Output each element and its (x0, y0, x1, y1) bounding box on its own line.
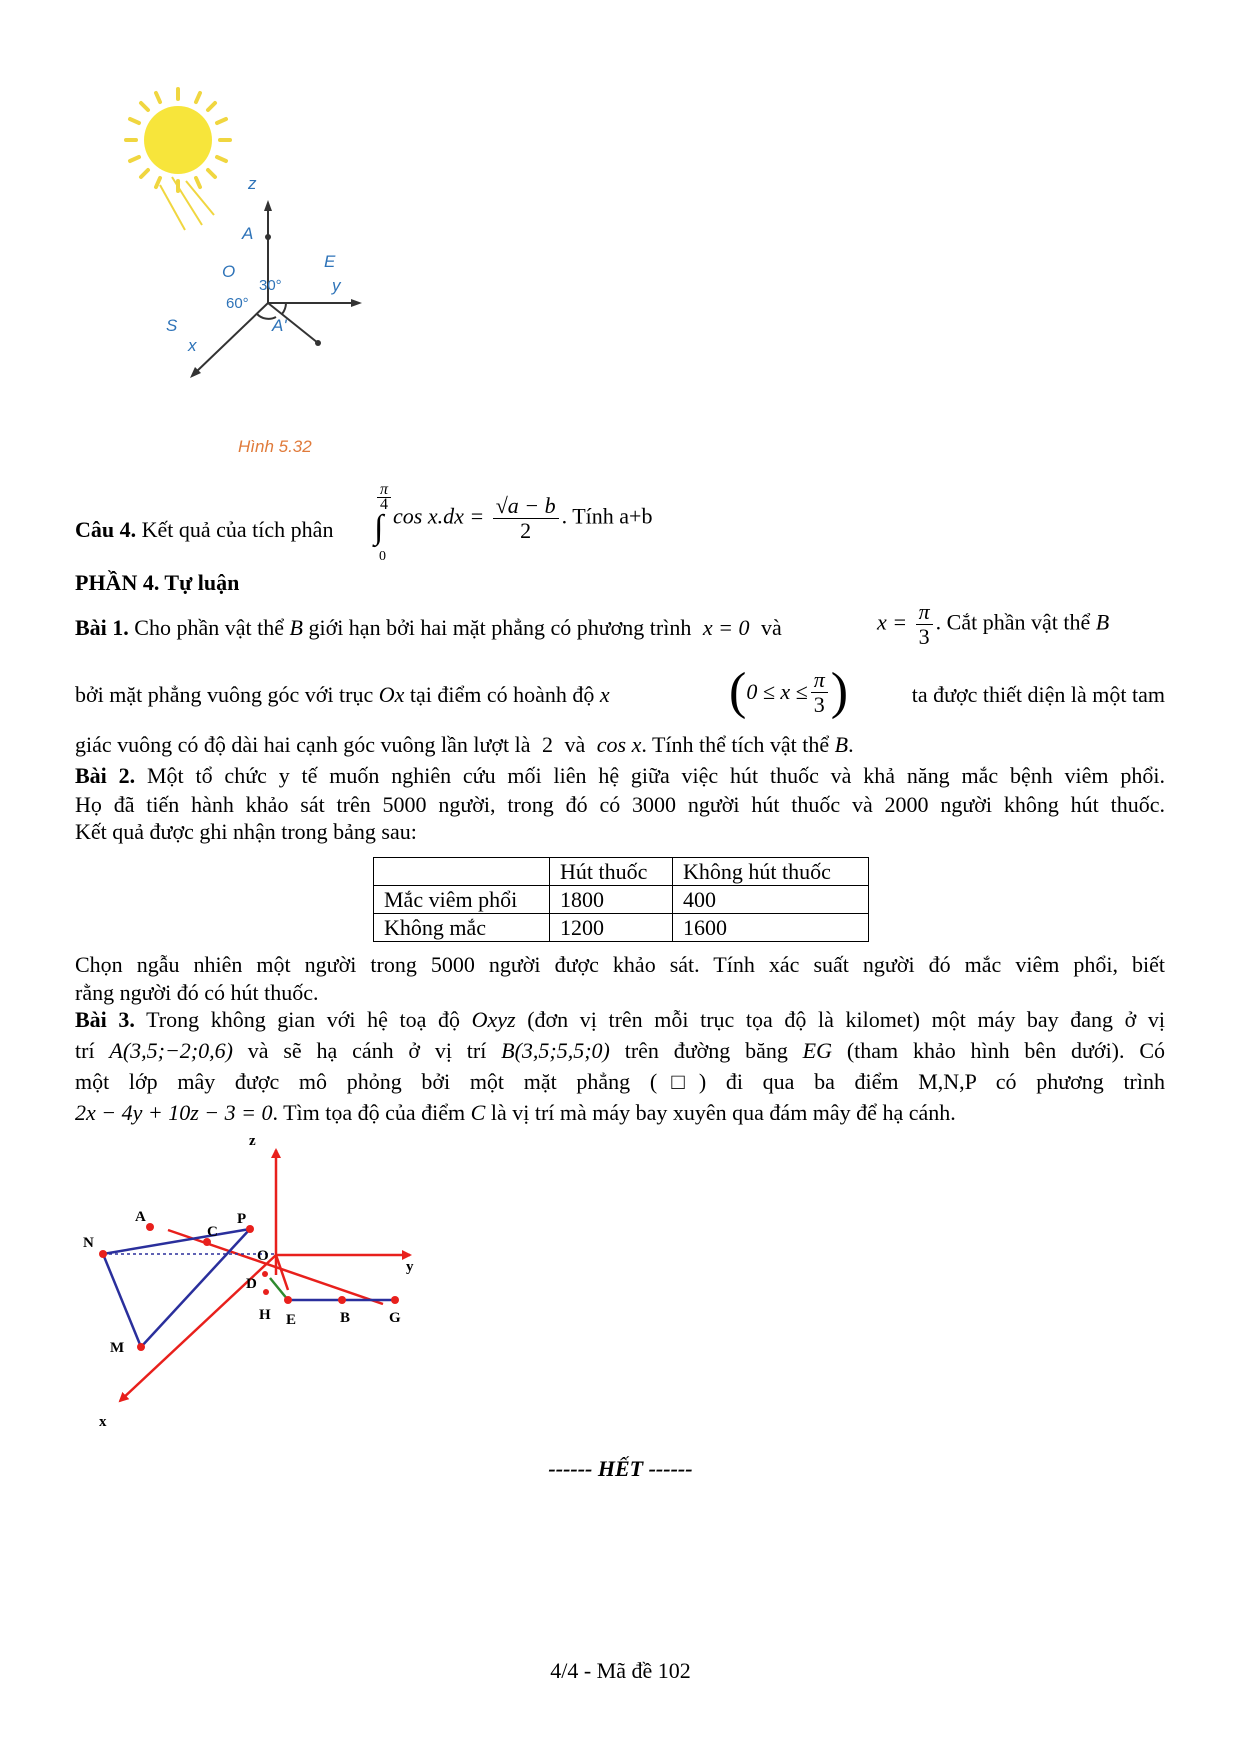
bai3-text-4a: . Tìm tọa độ của điểm (272, 1100, 466, 1125)
label-x: x (99, 1414, 107, 1430)
bai3-oxyz: Oxyz (471, 1007, 516, 1032)
point-d (262, 1271, 268, 1277)
bai1-text-c: . Cắt phần vật thể (935, 609, 1091, 635)
cau4-tail: . Tính a+b (561, 503, 653, 529)
phan4-heading: PHẦN 4. Tự luận (75, 570, 240, 595)
bai3-eg: EG (802, 1038, 832, 1063)
bai1-pi: π (916, 600, 933, 625)
bai3-point-a: A(3,5;−2;0,6) (109, 1038, 233, 1063)
label-e: E (286, 1312, 297, 1328)
axis-x-label: x (188, 336, 197, 355)
bai1-two: 2 (542, 732, 553, 757)
integral-lower: 0 (379, 549, 386, 564)
end-mark: ------ HẾT ------ (548, 1456, 693, 1481)
table-row (374, 914, 869, 942)
bai1-text-3a: giác vuông có độ dài hai cạnh góc vuông lần lượt là (75, 732, 531, 757)
bai1-eq1: x = 0 (702, 615, 750, 640)
figure-caption: Hình 5.32 (238, 437, 312, 456)
plane-edge-nm (103, 1254, 141, 1347)
sun-icon (126, 89, 230, 191)
point-b (338, 1296, 346, 1304)
angle-30-label: 30° (259, 277, 282, 294)
bai1-va2: và (564, 732, 586, 757)
point-a-prime-label: A' (272, 316, 287, 335)
bai1-text-b: giới hạn bởi hai mặt phẳng có phương trình (308, 615, 692, 640)
table-cell: Không mắc (374, 914, 550, 942)
bai1-ox: Ox (378, 682, 405, 707)
figure-5-32 (120, 85, 420, 470)
integral-sign: ∫ (374, 509, 384, 546)
bai3-line3: một lớp mây được mô phỏng bởi một mặt phẳng (□) đi qua ba điểm M,N,P có phương trình (75, 1069, 1165, 1094)
bai3-c: C (470, 1100, 486, 1125)
bai1-line2 (75, 681, 610, 709)
label-b: B (340, 1310, 351, 1326)
bai1-pi3 (916, 600, 933, 649)
bai1-range-text: 0 ≤ x ≤ (746, 679, 808, 704)
cau4-frac-den: 2 (520, 518, 532, 543)
point-e (284, 1296, 292, 1304)
bai3-line4 (75, 1099, 956, 1127)
label-g: G (389, 1310, 401, 1326)
label-p: P (237, 1211, 247, 1227)
point-n (99, 1250, 107, 1258)
bai1-x: x (599, 682, 610, 707)
table-row (374, 886, 869, 914)
bai2-line1 (75, 762, 1165, 790)
bai3-equation: 2x − 4y + 10z − 3 = 0 (75, 1100, 273, 1125)
bai2-line2: Họ đã tiến hành khảo sát trên 5000 người, trong đó có 3000 người hút thuốc và 2000 người không hút thuốc. (75, 792, 1165, 817)
point-e-label: E (324, 252, 336, 271)
label-y: y (406, 1259, 414, 1275)
bai1-cosx: cos x (596, 732, 642, 757)
angle-30-arc (282, 303, 286, 314)
bai1-text-2b: tại điểm có hoành độ (409, 682, 595, 707)
label-m: M (110, 1340, 125, 1356)
bai3-text-2a: trí (75, 1038, 95, 1063)
bai2-line3: Kết quả được ghi nhận trong bảng sau: (75, 819, 417, 844)
bai1-va: và (760, 615, 782, 640)
table-cell: 1800 (550, 886, 673, 914)
cau4-label: Câu 4. (75, 517, 137, 542)
point-a (146, 1223, 154, 1231)
bai2-text-1: Một tổ chức y tế muốn nghiên cứu mối liên hệ giữa việc hút thuốc và khả năng mắc bệnh viêm phổi. (146, 763, 1165, 788)
axis-y-label: y (332, 276, 341, 295)
x-axis (195, 303, 268, 373)
point-a-label: A (242, 224, 254, 243)
integral-symbol (377, 483, 391, 512)
axis-z-label: z (248, 174, 257, 193)
bai1-range-three: 3 (813, 691, 825, 717)
bai3-label: Bài 3. (75, 1007, 135, 1032)
table-header-row (374, 858, 869, 886)
angle-60-label: 60° (226, 295, 249, 312)
bai1-b: B (289, 615, 303, 640)
table-header-cell (374, 858, 550, 886)
bai3-point-b: B(3,5;5,5;0) (501, 1038, 610, 1063)
point-g (391, 1296, 399, 1304)
bai2-label: Bài 2. (75, 763, 136, 788)
page-footer: 4/4 - Mã đề 102 (550, 1658, 691, 1683)
bai3-line1 (75, 1006, 1165, 1034)
bai3-text-2c: trên đường băng (624, 1038, 788, 1063)
sun-rays (160, 177, 214, 230)
integral-upper-num: π (379, 481, 388, 498)
bai1-label: Bài 1. (75, 615, 129, 640)
bai2-line5: rằng người đó có hút thuốc. (75, 980, 319, 1005)
label-d: D (246, 1276, 257, 1292)
integral-upper-den: 4 (377, 497, 391, 512)
bai1-range: (0 ≤ x ≤ $\frac{\pi}{3}$ ) (729, 663, 849, 720)
bai1-end: . (848, 732, 854, 757)
label-o: O (257, 1248, 269, 1264)
integrand: cos x.dx = (393, 503, 485, 529)
bai1-text-2a: bởi mặt phẳng vuông góc với trục (75, 682, 374, 707)
bai1-x-eq: x = (877, 609, 908, 635)
bai1-text-3b: . Tính thể tích vật thể (641, 732, 830, 757)
bai3-text-2b: và sẽ hạ cánh ở vị trí (247, 1038, 487, 1063)
table-cell: 1200 (550, 914, 673, 942)
cau4-line (75, 516, 333, 544)
table-cell: Mắc viêm phổi (374, 886, 550, 914)
bai1-three: 3 (918, 624, 930, 649)
bai1-text-a: Cho phần vật thể (134, 615, 284, 640)
bai1-b3: B (834, 732, 849, 757)
point-h (263, 1289, 269, 1295)
bai1-line3 (75, 731, 854, 759)
survey-table (373, 857, 869, 942)
table-header-cell: Không hút thuốc (673, 858, 869, 886)
bai3-line2 (75, 1037, 1165, 1065)
bai1-range-pi: π (811, 668, 828, 693)
label-n: N (83, 1235, 94, 1251)
table-cell: 400 (673, 886, 869, 914)
bai1-b2: B (1095, 609, 1110, 635)
point-p (246, 1225, 254, 1233)
label-a: A (135, 1209, 146, 1225)
bai3-text-2d: (tham khảo hình bên dưới). Có (846, 1038, 1165, 1063)
label-c: C (207, 1224, 218, 1240)
bai2-line4: Chọn ngẫu nhiên một người trong 5000 người được khảo sát. Tính xác suất người đó mắc viêm phổi, biết (75, 952, 1165, 977)
point-s-label: S (166, 316, 178, 335)
cau4-text: Kết quả của tích phân (141, 517, 334, 542)
point-m (137, 1343, 145, 1351)
cau4-frac-num: √a − b (493, 494, 559, 519)
table-header-cell: Hút thuốc (550, 858, 673, 886)
point-o-label: O (222, 262, 236, 281)
bai3-text-1a: Trong không gian với hệ toạ độ (146, 1007, 460, 1032)
bai3-text-1b: (đơn vị trên mỗi trục tọa độ là kilomet) một máy bay đang ở vị (527, 1007, 1166, 1032)
label-h: H (259, 1307, 271, 1323)
bai3-text-4b: là vị trí mà máy bay xuyên qua đám mây để hạ cánh. (490, 1100, 956, 1125)
segment-oe (276, 1255, 288, 1290)
cau4-fraction (493, 494, 559, 543)
label-z: z (249, 1133, 256, 1149)
figure-bai3 (80, 1130, 480, 1430)
bai1-line2-tail: ta được thiết diện là một tam (911, 682, 1165, 707)
table-cell: 1600 (673, 914, 869, 942)
